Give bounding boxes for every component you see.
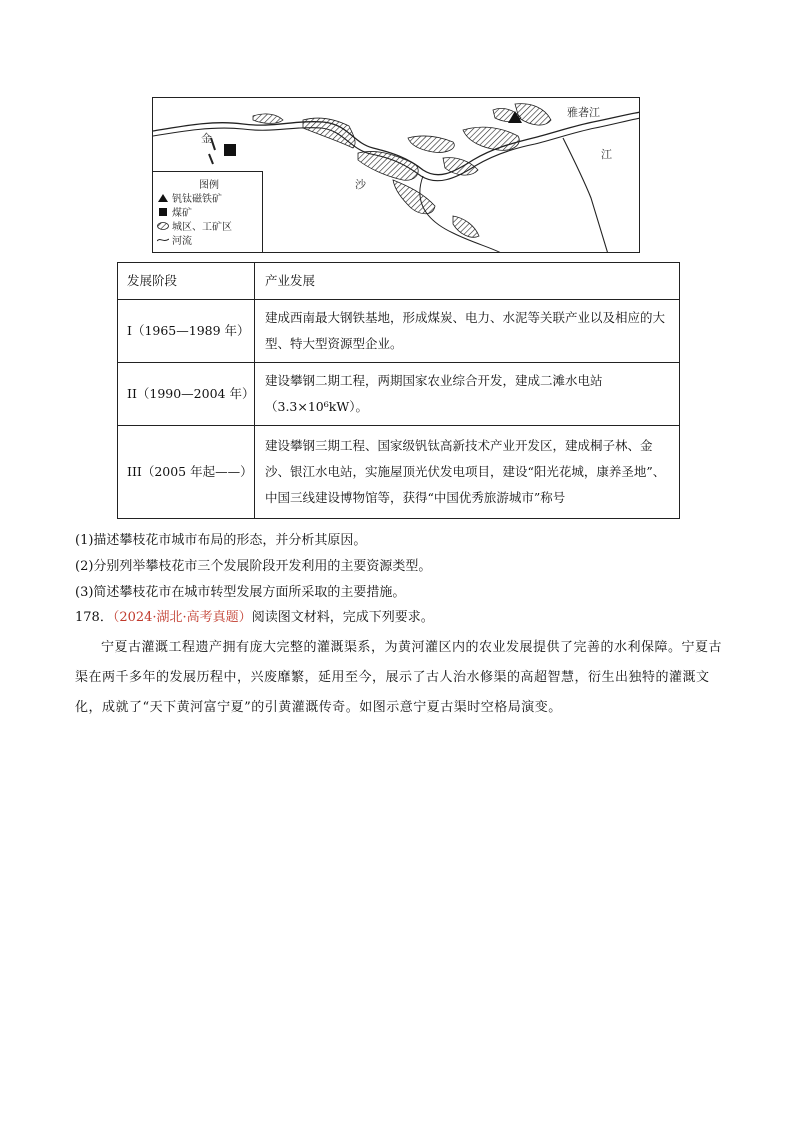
question-178-heading — [75, 606, 434, 625]
table-cell-stage: I（1965—1989 年） — [118, 300, 255, 363]
legend-item — [157, 204, 192, 219]
river-line — [420, 176, 503, 253]
map-label-jiang: 江 — [601, 148, 612, 161]
map-label-jin: 金 — [201, 132, 212, 145]
material-paragraph: 宁夏古灌溉工程遗产拥有庞大完整的灌溉渠系，为黄河灌区内的农业发展提供了完善的水利保障。宁夏古渠在两千多年的发展历程中，兴废靡繁，延用至今，展示了古人治水修渠的高超智慧，衍生出独特的灌溉文化，成就了“天下黄河富宁夏”的引黄灌溉传奇。如图示意宁夏古渠时空格局演变。 — [75, 640, 723, 715]
development-stage-table — [117, 262, 680, 519]
urban-area — [358, 151, 418, 180]
question-2: (2)分别列举攀枝花市三个发展阶段开发利用的主要资源类型。 — [75, 559, 432, 574]
legend-label: 钒钛磁铁矿 — [172, 194, 222, 205]
urban-area — [408, 136, 454, 152]
square-icon — [157, 207, 169, 217]
map-legend — [153, 171, 263, 253]
legend-item — [157, 190, 222, 205]
legend-label: 河流 — [172, 236, 192, 247]
table-header: 产业发展 — [255, 263, 680, 300]
table-header: 发展阶段 — [118, 263, 255, 300]
legend-title: 图例 — [199, 180, 219, 191]
triangle-icon — [157, 193, 169, 203]
legend-label: 煤矿 — [172, 208, 192, 219]
urban-area — [303, 118, 355, 148]
map-label-sha: 沙 — [355, 178, 366, 191]
square-icon — [224, 144, 236, 156]
table-header-row — [118, 263, 680, 300]
table-row — [118, 426, 680, 519]
question-3: (3)简述攀枝花市在城市转型发展方面所采取的主要措施。 — [75, 585, 406, 600]
question-number: 178． — [75, 610, 113, 625]
urban-area — [393, 180, 435, 214]
table-cell-desc: 建设攀钢二期工程，两期国家农业综合开发，建成二滩水电站（3.3×10⁶kW）。 — [255, 363, 680, 426]
table-cell-desc: 建设攀钢三期工程、国家级钒钛高新技术产业开发区，建成桐子林、金沙、银江水电站，实施屋顶光伏发电项目，建设“阳光花城，康养圣地”、中国三线建设博物馆等，获得“中国优秀旅游城市”称号 — [255, 426, 680, 519]
legend-item — [157, 232, 192, 247]
table-cell-stage: II（1990—2004 年） — [118, 363, 255, 426]
urban-area — [253, 114, 283, 123]
urban-area — [463, 127, 519, 150]
legend-item — [157, 218, 232, 233]
legend-label: 城区、工矿区 — [172, 222, 232, 233]
river-icon — [157, 235, 169, 245]
table-row — [118, 300, 680, 363]
map-label-yalong: 雅砻江 — [567, 106, 600, 119]
table-row — [118, 363, 680, 426]
map-figure — [152, 97, 640, 253]
question-instruction: 阅读图文材料，完成下列要求。 — [251, 610, 434, 625]
table-cell-desc: 建成西南最大钢铁基地，形成煤炭、电力、水泥等关联产业以及相应的大型、特大型资源型企业。 — [255, 300, 680, 363]
urban-area — [453, 216, 479, 237]
question-source: （2024·湖北·高考真题） — [112, 610, 252, 625]
question-1: (1)描述攀枝花市城市布局的形态，并分析其原因。 — [75, 533, 367, 548]
hatch-icon — [157, 221, 169, 231]
table-cell-stage: III（2005 年起——） — [118, 426, 255, 519]
